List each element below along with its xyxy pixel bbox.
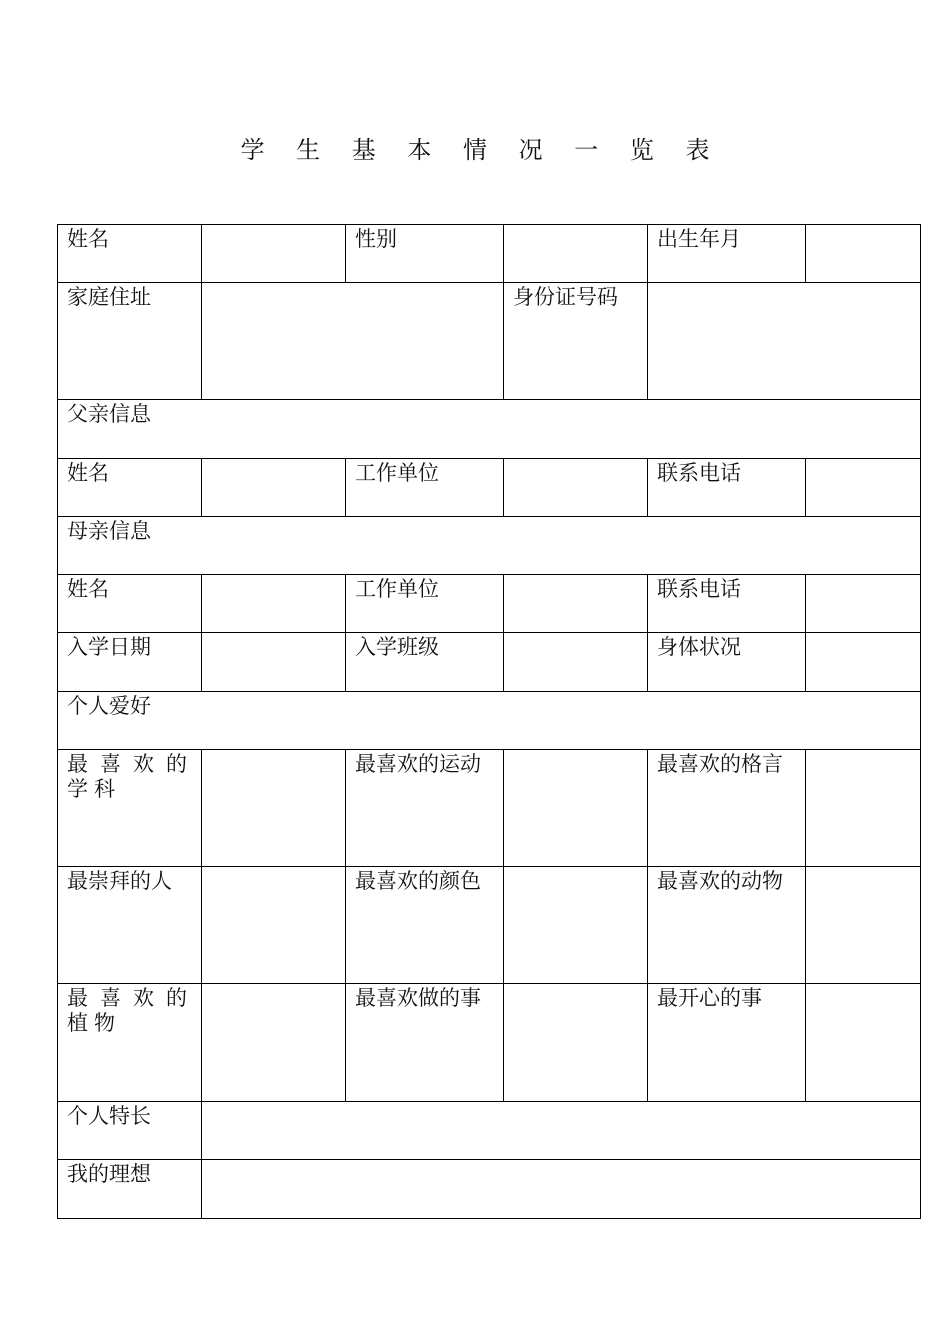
favorites-row-3 (58, 984, 921, 1102)
admired-person-field[interactable] (202, 867, 346, 984)
enroll-class-field[interactable] (504, 633, 648, 692)
fav-plant-label (58, 984, 202, 1102)
health-field[interactable] (806, 633, 921, 692)
fav-plant-text: 最喜欢的植物 (67, 986, 193, 1035)
enroll-date-field[interactable] (202, 633, 346, 692)
health-label: 身体状况 (648, 633, 806, 692)
father-phone-field[interactable] (806, 459, 921, 517)
address-row (58, 283, 921, 400)
father-work-field[interactable] (504, 459, 648, 517)
fav-sport-field[interactable] (504, 750, 648, 867)
fav-subject-field[interactable] (202, 750, 346, 867)
address-label: 家庭住址 (58, 283, 202, 400)
gender-label: 性别 (346, 225, 504, 283)
ideal-field[interactable] (202, 1160, 921, 1219)
father-name-field[interactable] (202, 459, 346, 517)
address-field[interactable] (202, 283, 504, 400)
father-phone-label: 联系电话 (648, 459, 806, 517)
fav-color-label: 最喜欢的颜色 (346, 867, 504, 984)
page-title: 学 生 基 本 情 况 一 览 表 (240, 136, 722, 164)
happiest-field[interactable] (806, 984, 921, 1102)
school-row (58, 633, 921, 692)
favorites-row-2 (58, 867, 921, 984)
mother-row (58, 575, 921, 633)
talent-label: 个人特长 (58, 1102, 202, 1160)
favorites-row-1 (58, 750, 921, 867)
mother-work-label: 工作单位 (346, 575, 504, 633)
father-name-label: 姓名 (58, 459, 202, 517)
id-number-label: 身份证号码 (504, 283, 648, 400)
mother-section-row (58, 517, 921, 575)
admired-person-label: 最崇拜的人 (58, 867, 202, 984)
basic-row (58, 225, 921, 283)
fav-motto-field[interactable] (806, 750, 921, 867)
name-field[interactable] (202, 225, 346, 283)
enroll-date-label: 入学日期 (58, 633, 202, 692)
fav-sport-label: 最喜欢的运动 (346, 750, 504, 867)
fav-animal-label: 最喜欢的动物 (648, 867, 806, 984)
talent-field[interactable] (202, 1102, 921, 1160)
fav-thing-label: 最喜欢做的事 (346, 984, 504, 1102)
student-info-table (57, 224, 921, 1219)
fav-thing-field[interactable] (504, 984, 648, 1102)
fav-plant-field[interactable] (202, 984, 346, 1102)
id-number-field[interactable] (648, 283, 921, 400)
enroll-class-label: 入学班级 (346, 633, 504, 692)
fav-color-field[interactable] (504, 867, 648, 984)
fav-subject-label (58, 750, 202, 867)
father-section-label: 父亲信息 (58, 400, 921, 459)
ideal-label: 我的理想 (58, 1160, 202, 1219)
hobbies-section-row (58, 692, 921, 750)
birth-label: 出生年月 (648, 225, 806, 283)
mother-section-label: 母亲信息 (58, 517, 921, 575)
mother-work-field[interactable] (504, 575, 648, 633)
fav-animal-field[interactable] (806, 867, 921, 984)
ideal-row (58, 1160, 921, 1219)
father-section-row (58, 400, 921, 459)
mother-phone-field[interactable] (806, 575, 921, 633)
hobbies-section-label: 个人爱好 (58, 692, 921, 750)
gender-field[interactable] (504, 225, 648, 283)
mother-name-field[interactable] (202, 575, 346, 633)
mother-name-label: 姓名 (58, 575, 202, 633)
mother-phone-label: 联系电话 (648, 575, 806, 633)
happiest-label: 最开心的事 (648, 984, 806, 1102)
father-row (58, 459, 921, 517)
fav-subject-text: 最喜欢的学科 (67, 752, 193, 801)
talent-row (58, 1102, 921, 1160)
father-work-label: 工作单位 (346, 459, 504, 517)
name-label: 姓名 (58, 225, 202, 283)
fav-motto-label: 最喜欢的格言 (648, 750, 806, 867)
birth-field[interactable] (806, 225, 921, 283)
